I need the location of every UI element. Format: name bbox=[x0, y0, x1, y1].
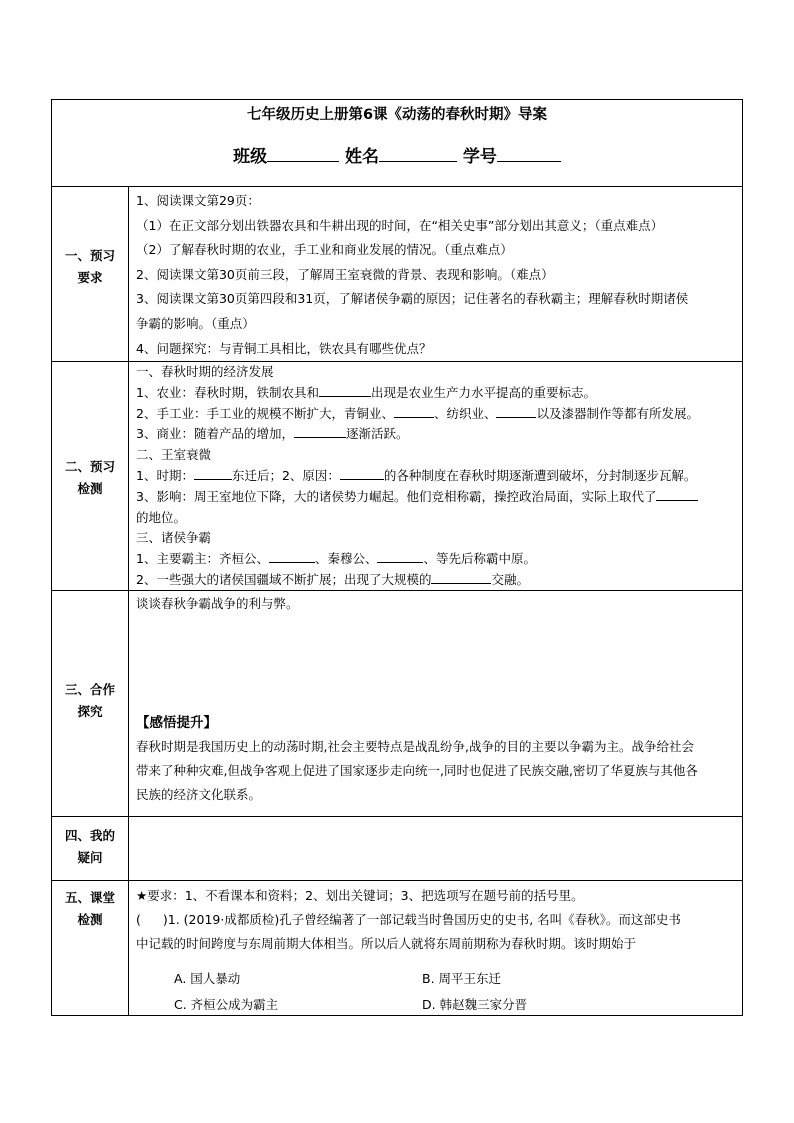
insight-text: 民族的经济文化联系。 bbox=[136, 787, 262, 802]
insight-heading: 【感悟提升】 bbox=[136, 715, 217, 731]
number-blank[interactable] bbox=[497, 145, 561, 162]
text-line: 2、阅读课文第30页前三段，了解周王室衰微的背景、表现和影响。（难点） bbox=[136, 266, 554, 282]
fill-line: 3、影响：周王室地位下降，大的诸侯势力崛起。他们竞相称霸，操控政治局面，实际上取代了 bbox=[136, 487, 736, 508]
section-label: 五、课堂 检测 bbox=[64, 890, 115, 927]
fill-line: 2、一些强大的诸侯国疆域不断扩展；出现了大规模的 交融。 bbox=[136, 571, 529, 587]
section-my-questions bbox=[52, 816, 742, 880]
section-label: 四、我的 疑问 bbox=[64, 828, 115, 865]
option-c[interactable]: C. 齐桓公成为霸主 bbox=[174, 997, 279, 1012]
section-content bbox=[136, 362, 736, 591]
worksheet-table bbox=[51, 99, 743, 1016]
option-a[interactable]: A. 国人暴动 bbox=[174, 971, 241, 986]
insight-text: 带来了种种灾难,但战争客观上促进了国家逐步走向统一,同时也促进了民族交融,密切了华夏族与其他各 bbox=[136, 763, 698, 778]
section-content bbox=[136, 884, 736, 956]
text-line: 的地位。 bbox=[136, 509, 187, 525]
section-preview-check bbox=[52, 361, 742, 590]
number-label: 学号 bbox=[462, 147, 497, 167]
text-line: 争霸的影响。（重点） bbox=[136, 315, 255, 331]
class-label: 班级 bbox=[233, 147, 268, 167]
fill-blank[interactable] bbox=[340, 466, 384, 480]
subheading: 三、诸侯争霸 bbox=[136, 530, 212, 546]
text-line: （1）在正文部分划出铁器农具和牛耕出现的时间，在“相关史事”部分划出其意义；（重点难点） bbox=[136, 217, 664, 233]
section-label: 三、合作 探究 bbox=[64, 682, 115, 719]
text-line: （2）了解春秋时期的农业，手工业和商业发展的情况。（重点难点） bbox=[136, 242, 513, 258]
discussion-prompt: 谈谈春秋争霸战争的利与弊。 bbox=[136, 596, 299, 611]
fill-line: 2、手工业：手工业的规模不断扩大，青铜业、 、纺织业、 以及漆器制作等都有所发展。 bbox=[136, 405, 699, 421]
section-class-test bbox=[52, 880, 742, 1017]
section-content bbox=[136, 189, 736, 361]
fill-blank[interactable] bbox=[394, 404, 434, 418]
question-1-line: 中记载的时间跨度与东周前期大体相当。所以后人就将东周前期称为春秋时期。该时期始于 bbox=[136, 936, 637, 951]
fill-line: 1、农业：春秋时期，铁制农具和 出现是农业生产力水平提高的重要标志。 bbox=[136, 384, 596, 400]
fill-blank[interactable] bbox=[269, 549, 315, 563]
test-requirements: ★要求：1、不看课本和资料；2、划出关键词；3、把选项写在题号前的括号里。 bbox=[136, 888, 584, 903]
questions-answer-area[interactable] bbox=[136, 821, 736, 875]
text-line: 3、阅读课文第30页第四段和31页，了解诸侯争霸的原因；记住著名的春秋霸主；理解春秋时期诸侯 bbox=[136, 291, 689, 307]
fill-blank[interactable] bbox=[319, 383, 371, 397]
subheading: 二、王室衰微 bbox=[136, 447, 212, 463]
section-preview-requirements bbox=[52, 186, 742, 361]
fill-blank[interactable] bbox=[496, 404, 536, 418]
fill-line: 3、商业：随着产品的增加， 逐渐活跃。 bbox=[136, 426, 409, 442]
fill-blank[interactable] bbox=[377, 549, 423, 563]
option-b[interactable]: B. 周平王东迁 bbox=[422, 971, 502, 986]
section-cooperative-inquiry bbox=[52, 590, 742, 816]
page-title: 七年级历史上册第6课《动荡的春秋时期》导案 bbox=[246, 107, 548, 123]
name-label: 姓名 bbox=[345, 147, 379, 167]
section-label: 二、预习 检测 bbox=[64, 459, 115, 496]
option-d[interactable]: D. 韩赵魏三家分晋 bbox=[422, 997, 528, 1012]
fill-blank[interactable] bbox=[656, 487, 698, 501]
fill-line: 1、时期： 东迁后；2、原因： 的各种制度在春秋时期逐渐遭到破坏，分封制逐步瓦解。 bbox=[136, 467, 697, 483]
student-info-fields bbox=[52, 142, 742, 167]
text-line: 4、问题探究：与青铜工具相比，铁农具有哪些优点？ bbox=[136, 340, 432, 356]
name-blank[interactable] bbox=[379, 145, 457, 162]
insight-text: 春秋时期是我国历史上的动荡时期,社会主要特点是战乱纷争,战争的目的主要以争霸为主。战争给社会 bbox=[136, 739, 694, 754]
text-line: 1、阅读课文第29页： bbox=[136, 193, 260, 208]
fill-blank[interactable] bbox=[294, 424, 346, 438]
section-label: 一、预习 要求 bbox=[64, 248, 115, 285]
fill-line: 1、主要霸主：齐桓公、 、秦穆公、 、等先后称霸中原。 bbox=[136, 551, 536, 567]
subheading: 一、春秋时期的经济发展 bbox=[136, 364, 274, 379]
section-content bbox=[136, 593, 736, 614]
fill-blank[interactable] bbox=[431, 570, 491, 584]
fill-blank[interactable] bbox=[194, 466, 232, 480]
insight-block bbox=[136, 711, 736, 807]
question-1-line: ( )1. (2019·成都质检)孔子曾经编著了一部记载当时鲁国历史的史书, 名叫《春秋》。而这部史书 bbox=[136, 912, 681, 927]
class-blank[interactable] bbox=[267, 145, 339, 162]
